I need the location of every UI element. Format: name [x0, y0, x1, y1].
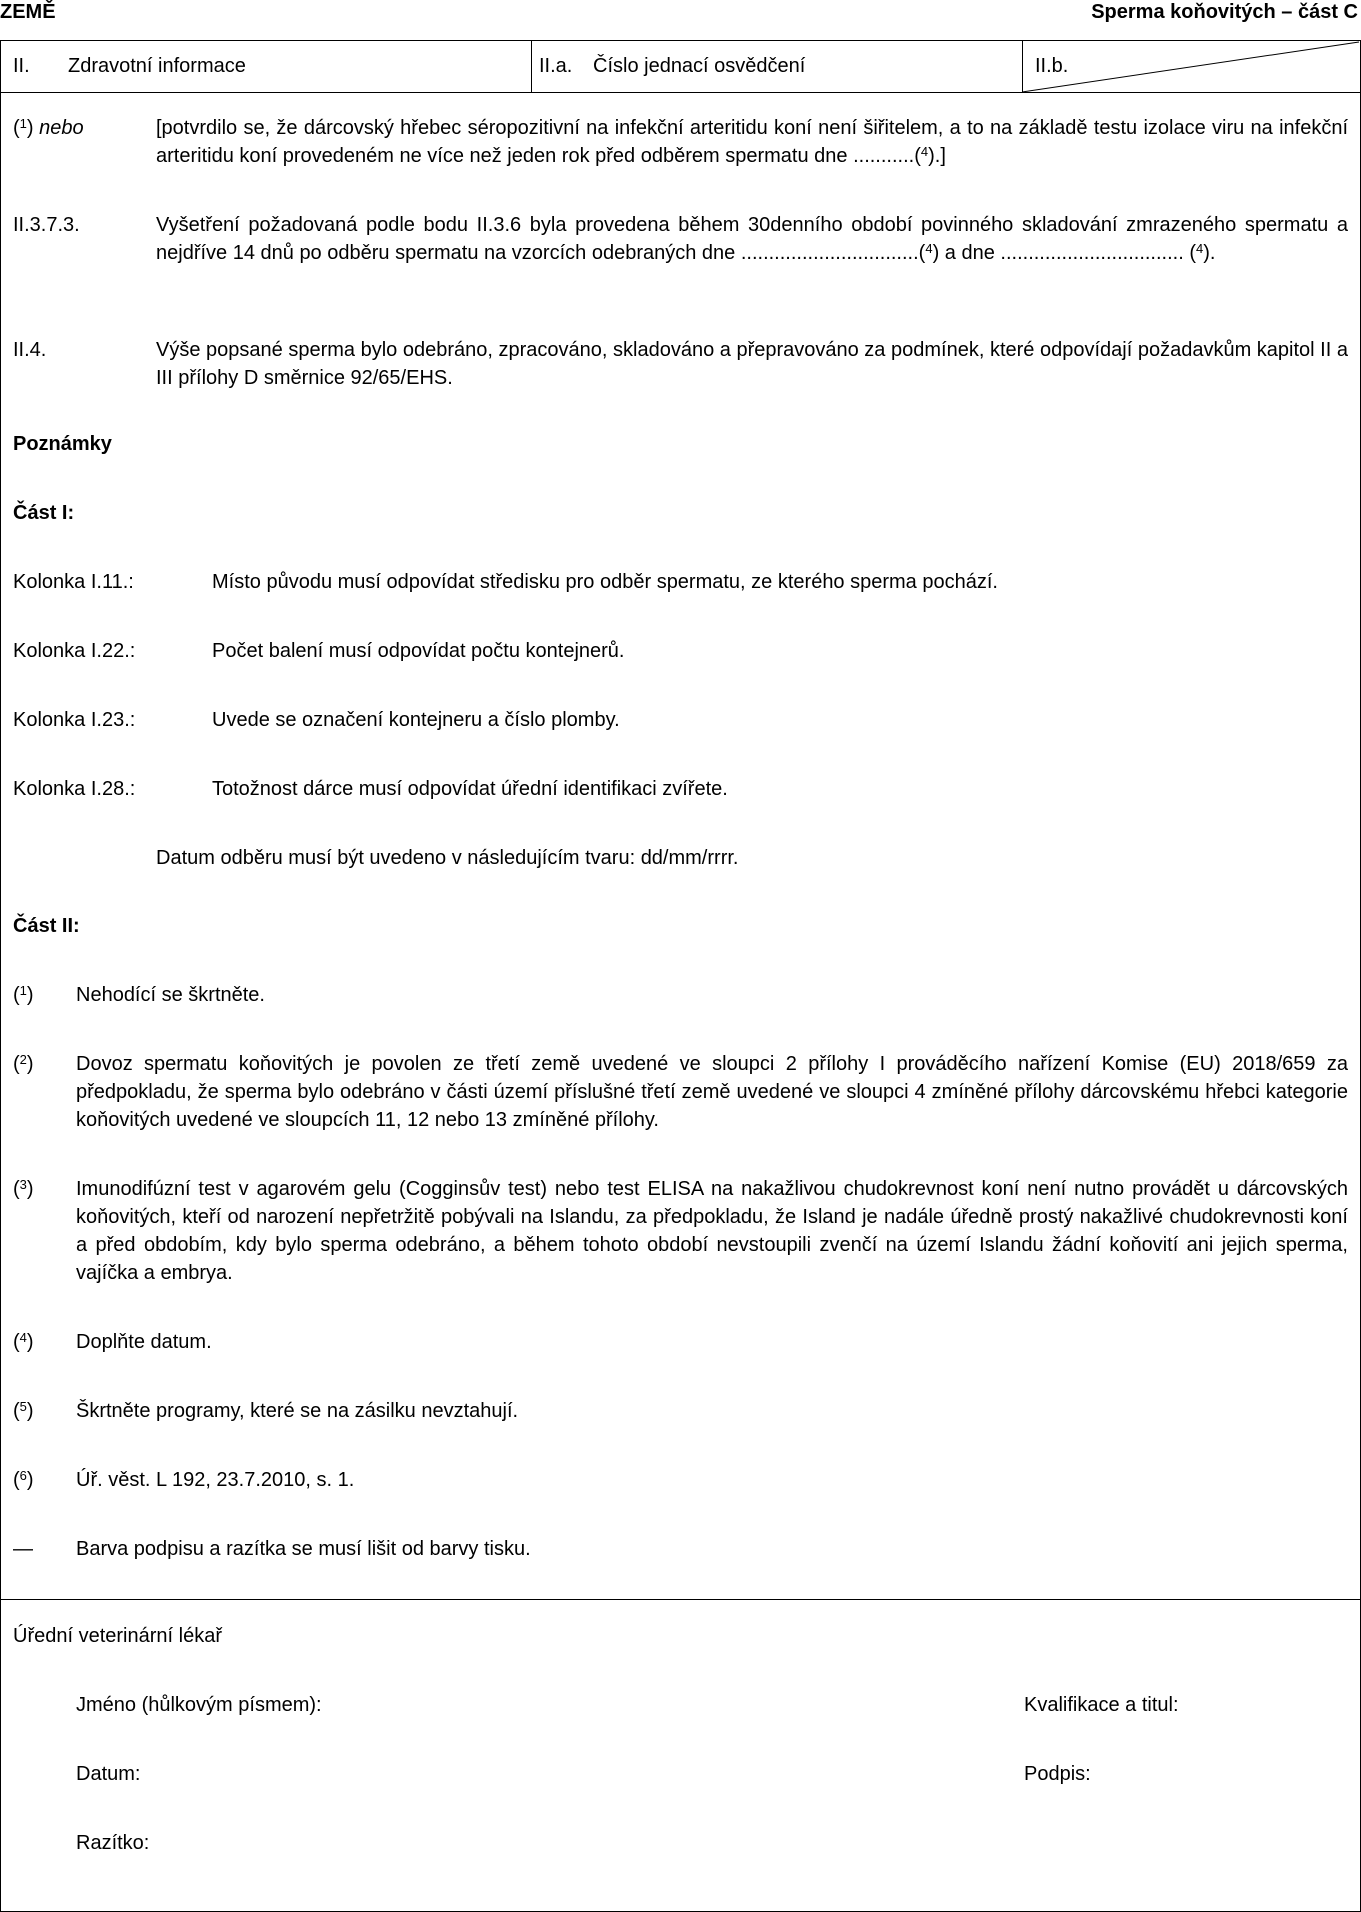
footnote-number: ($^3$) [13, 1177, 34, 1200]
footnote-text: Dovoz spermatu koňovitých je povolen ze třetí země uvedené ve sloupci 2 přílohy I prováděcího nařízení Komise (EU) 2018/659 za předpokladu, že sperma bylo odebráno v části území příslušné třetí země uvedené ve sloupci 4 zmíněné přílohy dárcovskému hřebci kategorie koňovitých uvedené ve sloupcích 11, 12 nebo 13 zmíněné přílohy. [76, 1053, 1348, 1131]
section-number: II. [13, 55, 30, 77]
kolonka-label: Kolonka I.22.: [13, 640, 136, 662]
footnote-text: Imunodifúzní test v agarovém gelu (Cogginsův test) nebo test ELISA na nakažlivou chudokrevnost koní není nutno provádět u dárcovských koňovitých, kteří od narození nepřetržitě pobývali na Islandu, za předpokladu, že Island je nadále úředně prostý nakažlivé chudokrevnosti koní a před obdobím, kdy bylo sperma odebráno, a během tohoto období nevstoupili zvenčí na území Islandu žádní koňovití ani jejich sperma, vajíčka a embrya. [76, 1178, 1348, 1284]
footnote-number: ($^5$) [13, 1399, 34, 1422]
signature-field-label: Podpis: [1024, 1763, 1091, 1785]
kolonka-text: Totožnost dárce musí odpovídat úřední identifikaci zvířete. [212, 778, 728, 800]
kolonka-label: Kolonka I.11.: [13, 571, 134, 593]
item-ii373-paragraph: Vyšetření požadovaná podle bodu II.3.6 byla provedena během 30denního období povinného skladování zmrazeného spermatu a nejdříve 14 dnů po odběru spermatu na vzorcích odebraných dne ................................($^4$) a dne ................................. ($^4$). [156, 214, 1348, 264]
kolonka-text: Místo původu musí odpovídat středisku pro odběr spermatu, ze kterého sperma pochází. [212, 571, 998, 593]
dash-marker: — [13, 1538, 33, 1560]
footnote-number: ($^4$) [13, 1330, 34, 1353]
footnote-text: Úř. věst. L 192, 23.7.2010, s. 1. [76, 1469, 355, 1491]
reference-title: Číslo jednací osvědčení [593, 55, 806, 77]
notes-heading: Poznámky [13, 433, 112, 455]
footnote-text: Doplňte datum. [76, 1331, 212, 1353]
qualification-field-label: Kvalifikace a titul: [1024, 1694, 1179, 1716]
kolonka-text: Počet balení musí odpovídat počtu kontejnerů. [212, 640, 625, 662]
item-ii4-paragraph: Výše popsané sperma bylo odebráno, zpracováno, skladováno a přepravováno za podmínek, které odpovídají požadavkům kapitol II a III přílohy D směrnice 92/65/EHS. [156, 339, 1348, 389]
signature-divider [0, 1599, 1361, 1600]
date-format-note: Datum odběru musí být uvedeno v následujícím tvaru: dd/mm/rrrr. [156, 847, 739, 869]
kolonka-text: Uvede se označení kontejneru a číslo plomby. [212, 709, 620, 731]
date-field-label: Datum: [76, 1763, 141, 1785]
item-ii373-number: II.3.7.3. [13, 214, 80, 236]
kolonka-label: Kolonka I.28.: [13, 778, 136, 800]
document-title: Sperma koňovitých – část C [1091, 1, 1358, 23]
reference-number-label: II.a. [539, 55, 573, 77]
stamp-field-label: Razítko: [76, 1832, 150, 1854]
section-iib-label: II.b. [1035, 55, 1069, 77]
nebo-label: ($^1$) nebo [13, 116, 84, 139]
item-ii4-number: II.4. [13, 339, 47, 361]
strikeout-diagonal [1022, 41, 1361, 93]
section-title: Zdravotní informace [68, 55, 246, 77]
footnote-number: ($^6$) [13, 1468, 34, 1491]
official-vet-heading: Úřední veterinární lékař [13, 1625, 222, 1647]
name-field-label: Jméno (hůlkovým písmem): [76, 1694, 322, 1716]
kolonka-label: Kolonka I.23.: [13, 709, 136, 731]
header-col-divider-1 [531, 41, 532, 93]
nebo-paragraph: [potvrdilo se, že dárcovský hřebec séropozitivní na infekční arteritidu koní není šiřitelem, a to na základě testu izolace viru na infekční arteritidu koní provedeném ne více než jeden rok před odběrem spermatu dne ...........($^4$).] [156, 117, 1348, 167]
country-label: ZEMĚ [0, 1, 56, 23]
part-i-heading: Část I: [13, 502, 75, 524]
footnote-number: ($^2$) [13, 1052, 34, 1075]
footnote-text: Nehodící se škrtněte. [76, 984, 265, 1006]
footnote-text: Škrtněte programy, které se na zásilku nevztahují. [76, 1400, 519, 1422]
part-ii-heading: Část II: [13, 915, 80, 937]
dash-note: Barva podpisu a razítka se musí lišit od barvy tisku. [76, 1538, 531, 1560]
footnote-number: ($^1$) [13, 983, 34, 1006]
